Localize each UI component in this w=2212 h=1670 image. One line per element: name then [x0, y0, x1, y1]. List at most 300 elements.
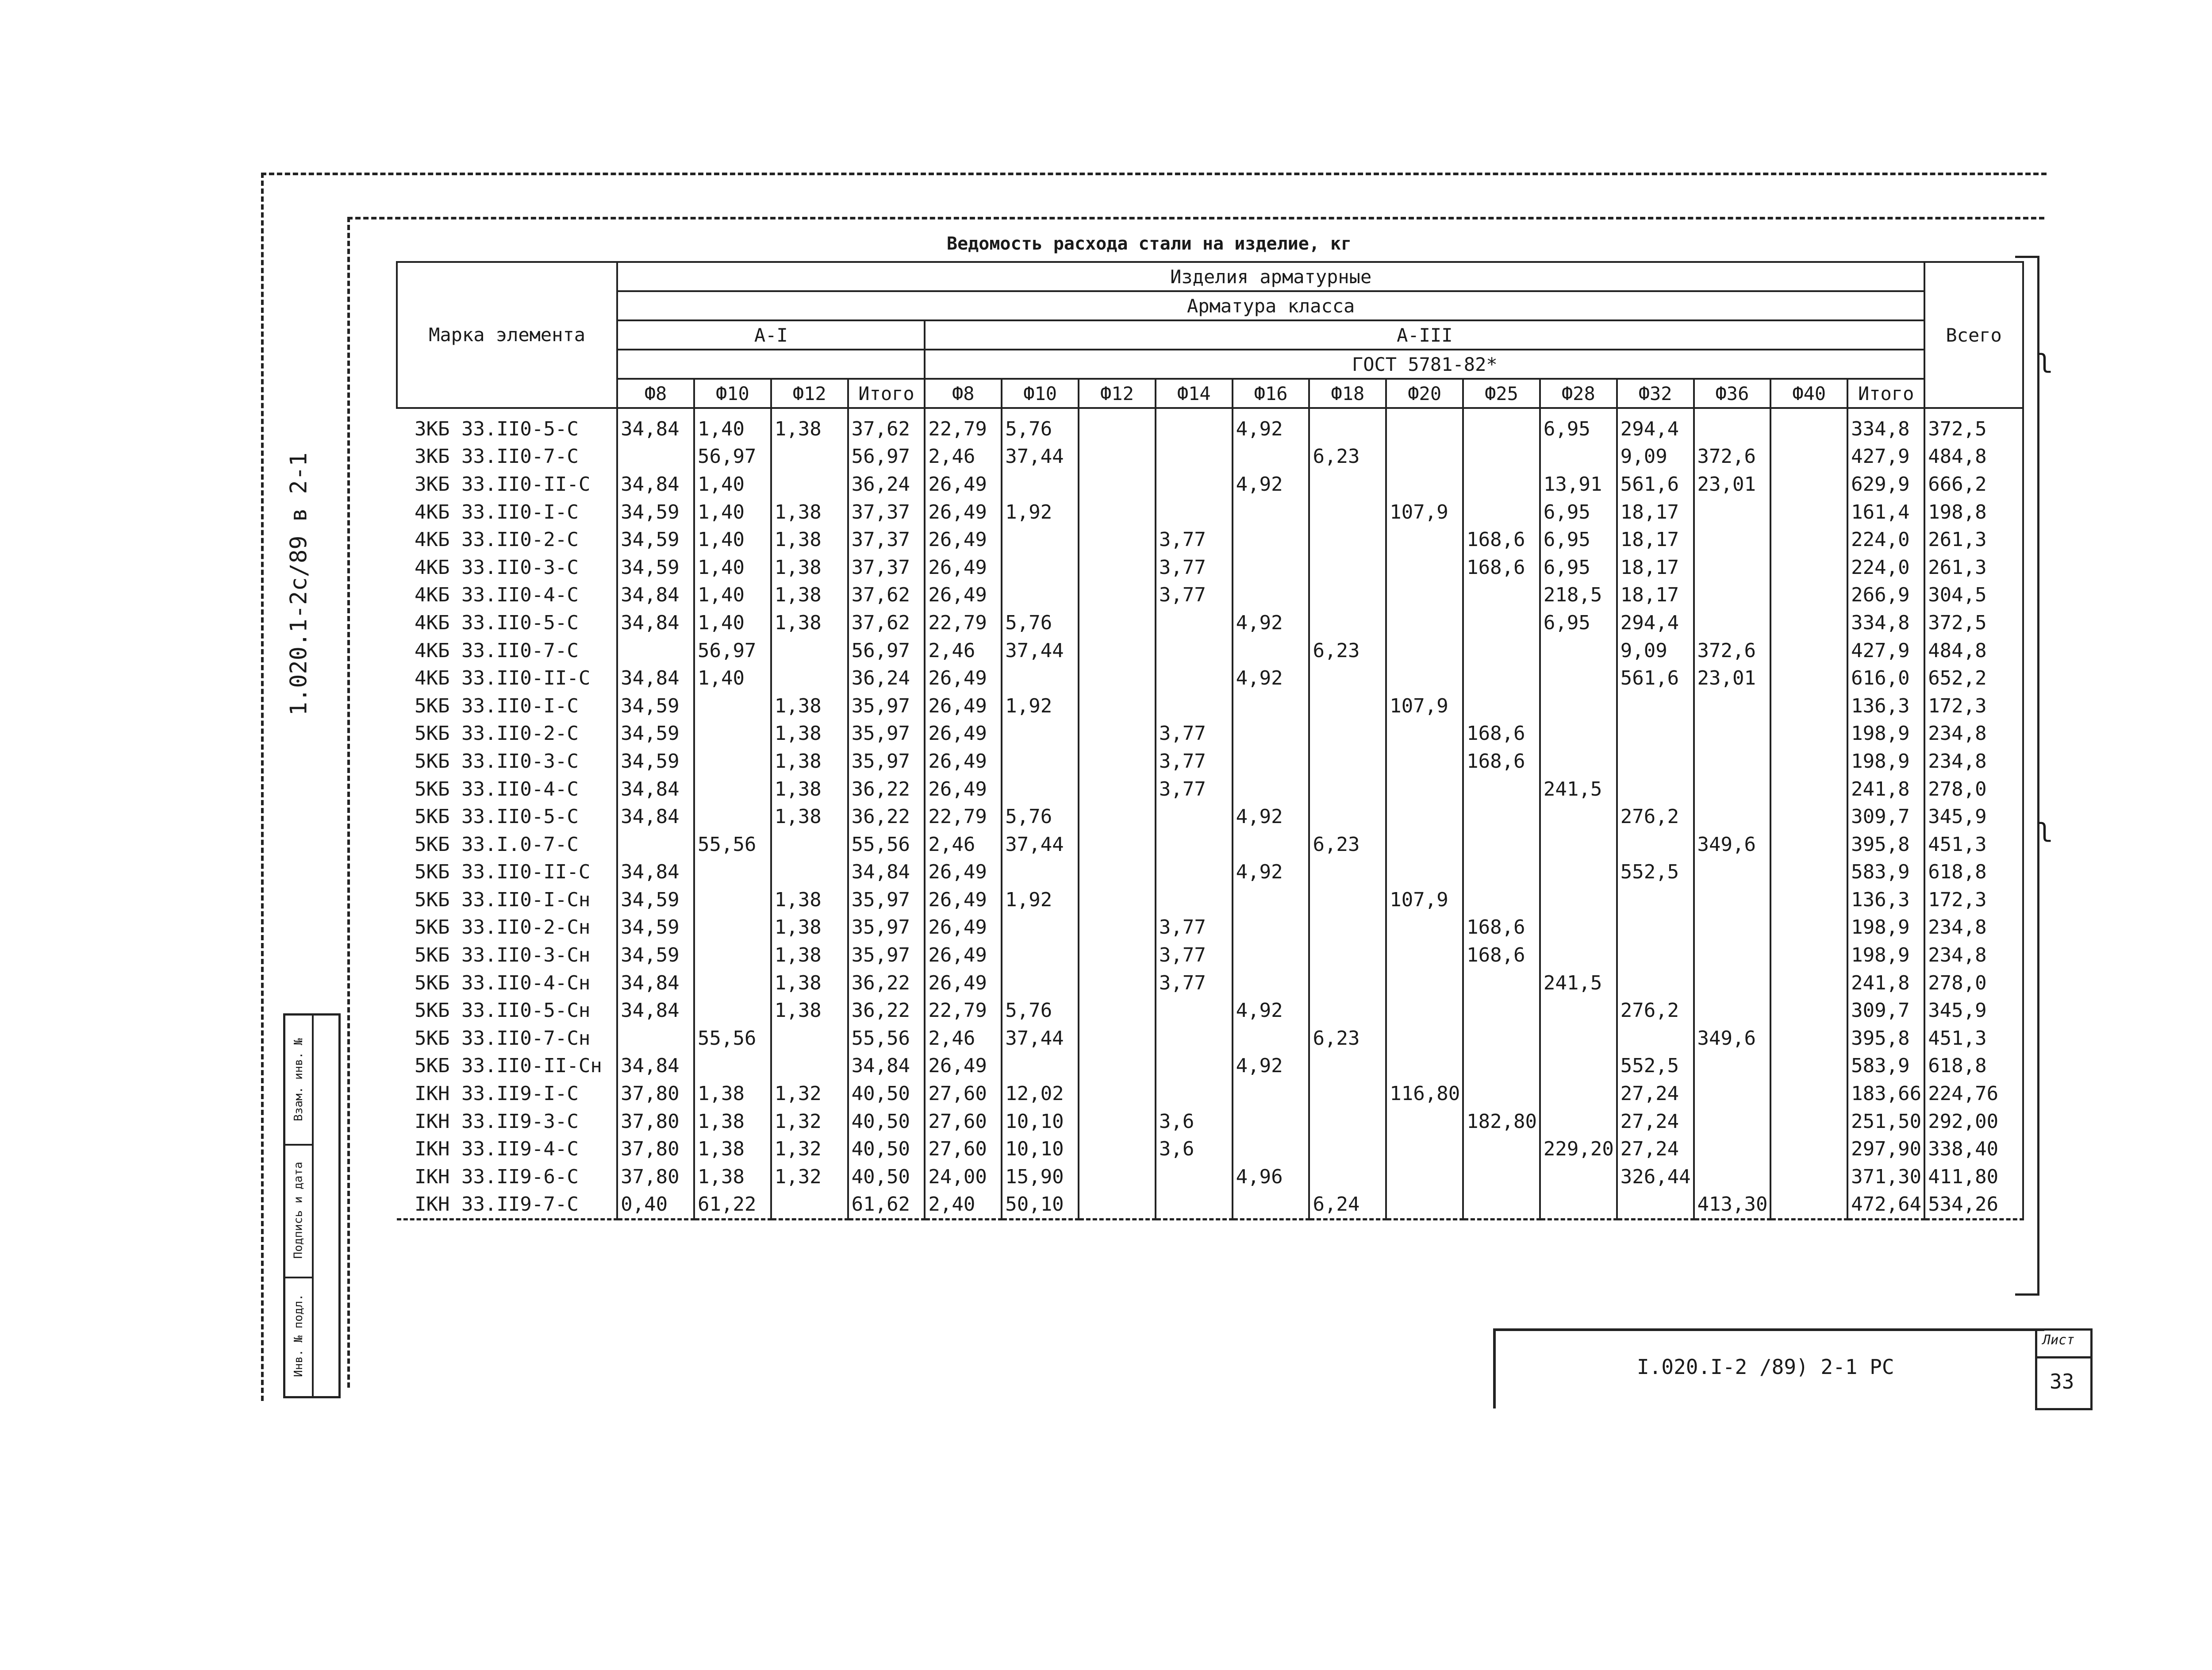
table-cell: 9,09 [1617, 637, 1694, 665]
table-cell: 3,77 [1156, 554, 1233, 581]
table-cell: 372,5 [1924, 609, 2023, 637]
table-row [397, 664, 2023, 692]
table-cell: 294,4 [1617, 408, 1694, 443]
table-cell [1386, 1024, 1463, 1052]
table-cell [1540, 1163, 1617, 1191]
table-cell [1463, 1163, 1540, 1191]
table-cell [1079, 526, 1156, 554]
table-cell: 395,8 [1847, 831, 1924, 858]
table-cell [1463, 831, 1540, 858]
table-cell [1770, 1191, 1847, 1220]
table-cell [771, 443, 848, 471]
table-cell: 183,66 [1847, 1080, 1924, 1108]
table-row [397, 914, 2023, 942]
table-cell: 168,6 [1463, 720, 1540, 748]
table-cell [1002, 720, 1079, 748]
table-cell: 27,24 [1617, 1080, 1694, 1108]
table-cell: 345,9 [1924, 803, 2023, 831]
table-cell [1233, 443, 1310, 471]
table-cell: 34,84 [617, 664, 694, 692]
table-cell: 198,8 [1924, 498, 2023, 526]
table-cell: 37,44 [1002, 443, 1079, 471]
table-cell: 34,84 [617, 997, 694, 1024]
element-mark-cell: 3КБ 33.II0-7-С [397, 443, 617, 471]
table-cell [1386, 1108, 1463, 1135]
table-row [397, 997, 2023, 1024]
table-cell [1386, 720, 1463, 748]
table-cell [1156, 408, 1233, 443]
column-header: Ф40 [1770, 379, 1847, 408]
table-cell [1233, 775, 1310, 803]
table-cell: 4,92 [1233, 803, 1310, 831]
table-cell [1770, 886, 1847, 914]
table-cell [1233, 747, 1310, 775]
side-code-text: 1.020.1-2с/89 в 2-1 [285, 452, 312, 716]
table-cell [1309, 1163, 1386, 1191]
table-cell: 278,0 [1924, 969, 2023, 997]
break-mark: ʅ [2036, 343, 2053, 374]
table-cell: 168,6 [1463, 914, 1540, 942]
table-cell: 168,6 [1463, 941, 1540, 969]
table-row [397, 554, 2023, 581]
table-cell [1540, 997, 1617, 1024]
table-cell [1463, 1135, 1540, 1163]
side-signature-boxes [283, 1013, 341, 1398]
table-cell [1694, 1052, 1771, 1080]
table-right-bracket [2015, 256, 2039, 1296]
table-cell: 1,38 [694, 1135, 771, 1163]
table-cell: 652,2 [1924, 664, 2023, 692]
sheet-number-box [2035, 1328, 2093, 1410]
table-cell: 37,80 [617, 1108, 694, 1135]
element-mark-cell: IКН 33.II9-7-С [397, 1191, 617, 1220]
table-cell: 36,22 [848, 803, 925, 831]
table-cell: 4,92 [1233, 997, 1310, 1024]
table-cell: 26,49 [925, 1052, 1002, 1080]
table-cell [771, 1024, 848, 1052]
table-cell: 22,79 [925, 609, 1002, 637]
table-row [397, 692, 2023, 720]
table-cell [1694, 997, 1771, 1024]
table-cell [1540, 803, 1617, 831]
table-cell: 23,01 [1694, 470, 1771, 498]
table-cell: 1,40 [694, 498, 771, 526]
table-cell [1386, 914, 1463, 942]
table-cell [1770, 443, 1847, 471]
table-cell [1156, 997, 1233, 1024]
table-cell [1309, 747, 1386, 775]
table-cell [1694, 858, 1771, 886]
table-cell: 1,32 [771, 1163, 848, 1191]
table-cell [1002, 581, 1079, 609]
column-header: Ф12 [1079, 379, 1156, 408]
table-cell: 292,00 [1924, 1108, 2023, 1135]
element-mark-cell: 5КБ 33.II0-I-С [397, 692, 617, 720]
table-cell [771, 664, 848, 692]
table-cell: 5,76 [1002, 408, 1079, 443]
element-mark-cell: 5КБ 33.II0-I-Сн [397, 886, 617, 914]
table-cell: 218,5 [1540, 581, 1617, 609]
table-cell: 2,46 [925, 443, 1002, 471]
table-cell [1079, 470, 1156, 498]
table-cell [1156, 1080, 1233, 1108]
element-mark-cell: 4КБ 33.II0-II-С [397, 664, 617, 692]
table-cell [1002, 858, 1079, 886]
table-cell [1309, 1052, 1386, 1080]
table-cell [694, 969, 771, 997]
table-cell [1309, 803, 1386, 831]
table-cell: 1,38 [771, 803, 848, 831]
table-cell [1540, 720, 1617, 748]
table-cell [1079, 831, 1156, 858]
table-cell: 484,8 [1924, 443, 2023, 471]
table-cell: 6,23 [1309, 637, 1386, 665]
table-cell: 1,32 [771, 1080, 848, 1108]
header-products: Изделия арматурные [617, 262, 1924, 291]
table-cell [1309, 554, 1386, 581]
table-row [397, 498, 2023, 526]
table-cell [1079, 609, 1156, 637]
element-mark-cell: IКН 33.II9-4-С [397, 1135, 617, 1163]
table-cell: 37,80 [617, 1080, 694, 1108]
table-cell [1617, 886, 1694, 914]
table-cell: 4,92 [1233, 408, 1310, 443]
table-cell [1233, 720, 1310, 748]
table-cell: 1,40 [694, 554, 771, 581]
table-cell: 1,40 [694, 408, 771, 443]
table-cell: 37,37 [848, 554, 925, 581]
table-cell: 34,84 [848, 1052, 925, 1080]
table-cell: 40,50 [848, 1163, 925, 1191]
table-cell [1156, 1024, 1233, 1052]
table-cell: 534,26 [1924, 1191, 2023, 1220]
table-cell [1233, 831, 1310, 858]
table-cell [1309, 1080, 1386, 1108]
table-cell: 107,9 [1386, 886, 1463, 914]
element-mark-cell: 3КБ 33.II0-II-С [397, 470, 617, 498]
table-cell [1309, 720, 1386, 748]
table-cell [1770, 526, 1847, 554]
sheet-number: 33 [2050, 1370, 2074, 1393]
table-cell [1079, 408, 1156, 443]
table-cell [1079, 554, 1156, 581]
table-cell [1386, 831, 1463, 858]
table-cell [1079, 941, 1156, 969]
table-cell: 26,49 [925, 747, 1002, 775]
table-cell: 26,49 [925, 498, 1002, 526]
element-mark-cell: IКН 33.II9-3-С [397, 1108, 617, 1135]
column-header: Ф25 [1463, 379, 1540, 408]
table-cell [1309, 997, 1386, 1024]
table-cell: 276,2 [1617, 803, 1694, 831]
table-cell: 35,97 [848, 747, 925, 775]
table-cell [1309, 858, 1386, 886]
element-mark-cell: 4КБ 33.II0-4-С [397, 581, 617, 609]
table-cell [694, 914, 771, 942]
table-row [397, 1163, 2023, 1191]
table-cell: 395,8 [1847, 1024, 1924, 1052]
table-cell: 36,22 [848, 969, 925, 997]
table-cell [1079, 886, 1156, 914]
table-cell: 55,56 [694, 831, 771, 858]
table-cell [1540, 637, 1617, 665]
side-document-code [279, 425, 319, 743]
table-cell: 26,49 [925, 941, 1002, 969]
table-cell [1233, 1191, 1310, 1220]
table-cell [1309, 692, 1386, 720]
table-cell: 6,24 [1309, 1191, 1386, 1220]
table-cell: 371,30 [1847, 1163, 1924, 1191]
table-cell [617, 443, 694, 471]
table-cell: 22,79 [925, 408, 1002, 443]
steel-consumption-table [396, 261, 2024, 1220]
table-cell: 34,59 [617, 941, 694, 969]
table-cell: 35,97 [848, 941, 925, 969]
table-cell: 34,84 [848, 858, 925, 886]
table-cell: 26,49 [925, 554, 1002, 581]
table-cell: 1,92 [1002, 498, 1079, 526]
element-mark-cell: 5КБ 33.II0-2-Сн [397, 914, 617, 942]
table-cell: 40,50 [848, 1080, 925, 1108]
table-cell: 345,9 [1924, 997, 2023, 1024]
table-row [397, 581, 2023, 609]
table-cell [1463, 609, 1540, 637]
table-cell [1617, 692, 1694, 720]
table-cell: 26,49 [925, 775, 1002, 803]
table-cell: 34,84 [617, 470, 694, 498]
table-cell [1309, 886, 1386, 914]
table-cell: 136,3 [1847, 692, 1924, 720]
table-cell [1233, 526, 1310, 554]
table-row [397, 969, 2023, 997]
table-cell: 552,5 [1617, 858, 1694, 886]
table-row [397, 1191, 2023, 1220]
table-cell: 198,9 [1847, 720, 1924, 748]
table-cell: 136,3 [1847, 886, 1924, 914]
table-cell [1386, 609, 1463, 637]
table-cell [1309, 609, 1386, 637]
table-cell [1002, 914, 1079, 942]
table-cell [1540, 443, 1617, 471]
table-cell [1770, 1135, 1847, 1163]
table-cell: 372,5 [1924, 408, 2023, 443]
table-row [397, 637, 2023, 665]
table-cell [1540, 747, 1617, 775]
table-cell [1079, 720, 1156, 748]
table-cell: 23,01 [1694, 664, 1771, 692]
table-cell [1770, 581, 1847, 609]
table-cell: 27,24 [1617, 1108, 1694, 1135]
table-cell: 1,38 [694, 1080, 771, 1108]
element-mark-cell: 4КБ 33.II0-5-С [397, 609, 617, 637]
header-rebar-class: Арматура класса [617, 291, 1924, 320]
table-cell [1156, 1163, 1233, 1191]
table-cell [1156, 886, 1233, 914]
table-cell [1540, 1080, 1617, 1108]
table-cell: 349,6 [1694, 831, 1771, 858]
table-cell [1002, 470, 1079, 498]
table-cell: 36,24 [848, 664, 925, 692]
table-cell: 261,3 [1924, 554, 2023, 581]
table-cell [1233, 914, 1310, 942]
table-cell [1079, 664, 1156, 692]
table-cell [1079, 803, 1156, 831]
table-cell: 37,62 [848, 609, 925, 637]
table-cell: 35,97 [848, 692, 925, 720]
table-cell [1540, 1024, 1617, 1052]
table-cell: 372,6 [1694, 637, 1771, 665]
table-cell [1079, 581, 1156, 609]
table-cell [1770, 498, 1847, 526]
table-cell: 1,38 [771, 526, 848, 554]
table-cell [1463, 803, 1540, 831]
table-cell [1386, 803, 1463, 831]
table-cell: 27,60 [925, 1080, 1002, 1108]
table-cell [1463, 858, 1540, 886]
table-cell [1770, 609, 1847, 637]
table-cell: 2,46 [925, 637, 1002, 665]
table-cell: 1,32 [771, 1135, 848, 1163]
table-cell [1694, 498, 1771, 526]
table-cell: 6,95 [1540, 408, 1617, 443]
element-mark-cell: 5КБ 33.II0-7-Сн [397, 1024, 617, 1052]
table-row [397, 1024, 2023, 1052]
table-cell: 666,2 [1924, 470, 2023, 498]
table-cell [694, 941, 771, 969]
table-cell [1694, 914, 1771, 942]
table-cell: 26,49 [925, 969, 1002, 997]
footer-document-code: I.020.I-2 /89) 2-1 РС [1637, 1355, 1894, 1379]
table-cell [694, 747, 771, 775]
table-cell: 583,9 [1847, 858, 1924, 886]
table-cell [1233, 498, 1310, 526]
table-cell [1463, 997, 1540, 1024]
table-cell: 6,23 [1309, 443, 1386, 471]
table-cell: 24,00 [925, 1163, 1002, 1191]
table-cell [694, 886, 771, 914]
table-cell [1617, 1191, 1694, 1220]
table-cell: 1,38 [771, 997, 848, 1024]
table-cell [1770, 1108, 1847, 1135]
element-mark-cell: IКН 33.II9-I-С [397, 1080, 617, 1108]
element-mark-cell: 5КБ 33.II0-2-С [397, 720, 617, 748]
table-cell: 36,24 [848, 470, 925, 498]
table-cell: 1,40 [694, 609, 771, 637]
table-cell: 107,9 [1386, 692, 1463, 720]
table-cell: 1,38 [771, 609, 848, 637]
table-cell: 34,59 [617, 692, 694, 720]
table-cell [1770, 914, 1847, 942]
table-row [397, 1080, 2023, 1108]
table-cell [1079, 692, 1156, 720]
table-cell [1079, 1108, 1156, 1135]
table-cell [1694, 609, 1771, 637]
table-cell [1079, 498, 1156, 526]
table-row [397, 886, 2023, 914]
table-cell [1694, 526, 1771, 554]
element-mark-cell: 4КБ 33.II0-2-С [397, 526, 617, 554]
table-cell: 37,44 [1002, 637, 1079, 665]
table-cell: 552,5 [1617, 1052, 1694, 1080]
table-cell: 1,92 [1002, 692, 1079, 720]
table-cell: 22,79 [925, 803, 1002, 831]
element-mark-cell: 5КБ 33.II0-4-С [397, 775, 617, 803]
table-cell [1079, 1080, 1156, 1108]
table-cell [1617, 914, 1694, 942]
table-cell [1386, 408, 1463, 443]
table-row [397, 1135, 2023, 1163]
table-cell [1540, 1108, 1617, 1135]
table-cell [1463, 443, 1540, 471]
table-cell [1770, 831, 1847, 858]
table-cell [1156, 498, 1233, 526]
table-cell: 198,9 [1847, 914, 1924, 942]
table-cell: 297,90 [1847, 1135, 1924, 1163]
table-cell [1309, 775, 1386, 803]
table-cell [1540, 914, 1617, 942]
table-cell: 34,59 [617, 554, 694, 581]
table-cell: 37,44 [1002, 831, 1079, 858]
table-cell: 338,40 [1924, 1135, 2023, 1163]
table-cell: 198,9 [1847, 941, 1924, 969]
table-cell: 55,56 [848, 1024, 925, 1052]
table-cell [1463, 408, 1540, 443]
document-title: Ведомость расхода стали на изделие, кг [947, 234, 1352, 254]
table-cell: 618,8 [1924, 858, 2023, 886]
element-mark-cell: 5КБ 33.I.0-7-С [397, 831, 617, 858]
table-cell [1463, 1052, 1540, 1080]
column-header: Ф8 [617, 379, 694, 408]
table-cell [1540, 886, 1617, 914]
column-header: Ф32 [1617, 379, 1694, 408]
table-cell: 472,64 [1847, 1191, 1924, 1220]
table-cell [1617, 941, 1694, 969]
table-cell: 26,49 [925, 526, 1002, 554]
table-cell: 10,10 [1002, 1108, 1079, 1135]
table-cell [1002, 1052, 1079, 1080]
table-cell: 1,38 [771, 886, 848, 914]
table-cell [1694, 886, 1771, 914]
table-cell: 1,38 [771, 692, 848, 720]
table-row [397, 470, 2023, 498]
table-cell: 56,97 [848, 443, 925, 471]
table-cell: 6,95 [1540, 554, 1617, 581]
table-cell [1386, 470, 1463, 498]
table-cell [1079, 775, 1156, 803]
table-cell [617, 637, 694, 665]
table-cell: 37,62 [848, 581, 925, 609]
table-cell [1233, 1080, 1310, 1108]
table-cell [1463, 1191, 1540, 1220]
table-cell: 26,49 [925, 720, 1002, 748]
table-cell: 1,40 [694, 581, 771, 609]
column-header: Ф20 [1386, 379, 1463, 408]
table-row [397, 1108, 2023, 1135]
table-cell: 349,6 [1694, 1024, 1771, 1052]
table-cell: 2,40 [925, 1191, 1002, 1220]
table-cell [694, 692, 771, 720]
table-cell [1386, 581, 1463, 609]
table-cell [1694, 969, 1771, 997]
table-cell [1770, 1163, 1847, 1191]
table-cell: 34,84 [617, 581, 694, 609]
table-cell [1617, 969, 1694, 997]
table-cell [1079, 443, 1156, 471]
table-cell [1079, 997, 1156, 1024]
table-cell [1002, 775, 1079, 803]
table-cell [1156, 609, 1233, 637]
table-cell [1386, 554, 1463, 581]
